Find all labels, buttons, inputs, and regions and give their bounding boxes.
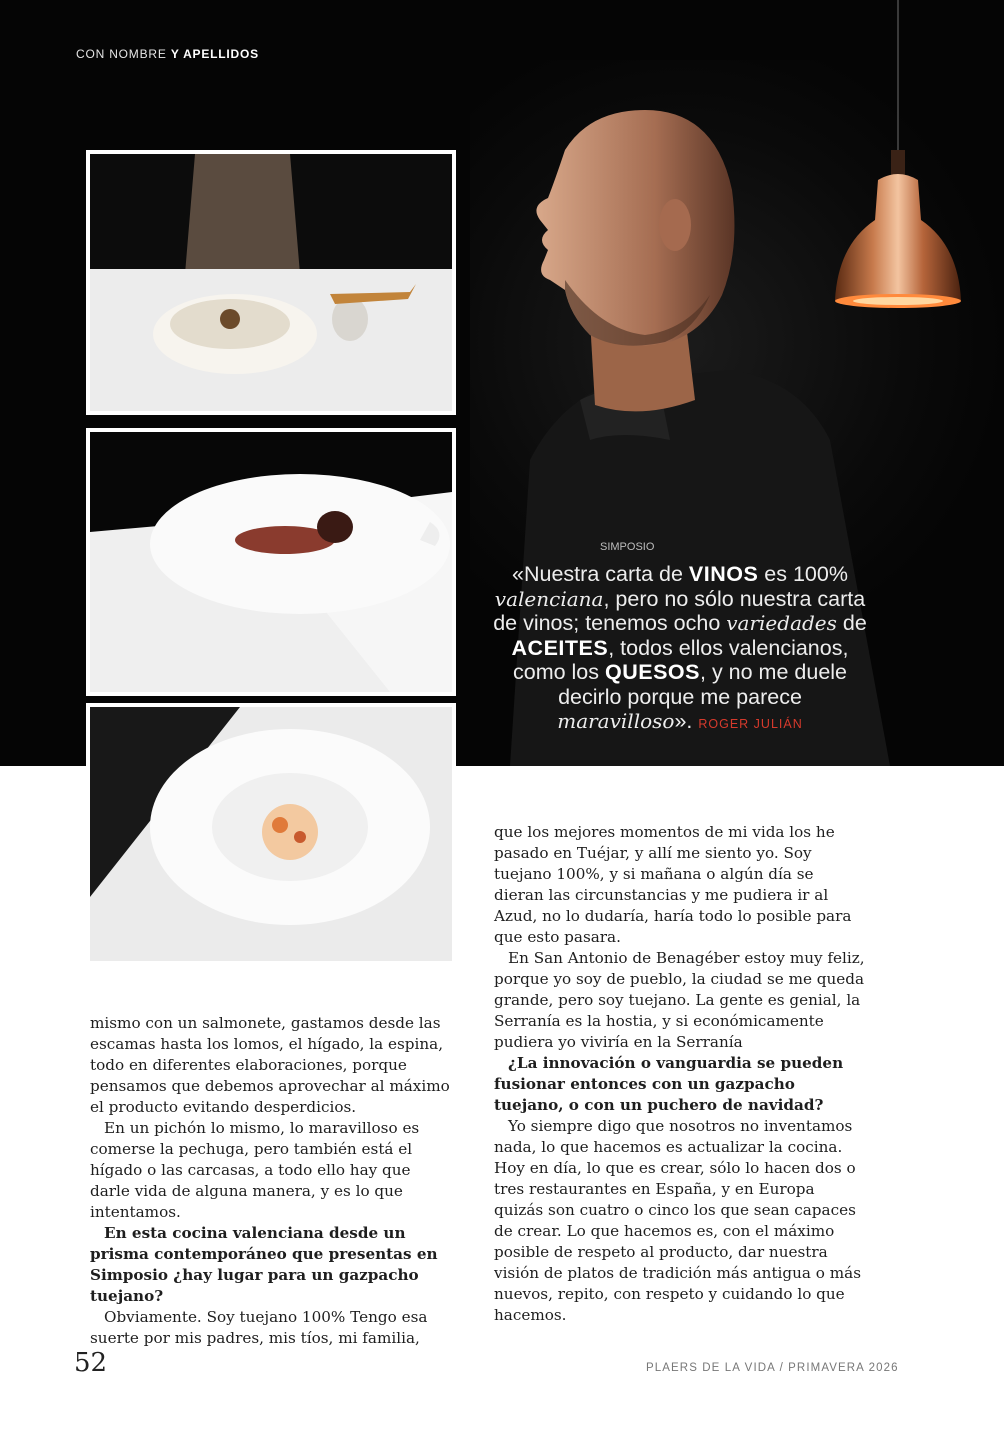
section-label: CON NOMBRE Y APELLIDOS (76, 47, 259, 61)
paragraph: Obviamente. Soy tuejano 100% Tengo esa suerte por mis padres, mis tíos, mi familia, (90, 1308, 428, 1347)
publication-footer: PLAERS DE LA VIDA / PRIMAVERA 2026 (646, 1362, 899, 1374)
paragraph: Yo siempre digo que nosotros no inventamos nada, lo que hacemos es actualizar la cocina. Hoy en día, lo que es crear, sólo lo hacen dos o tres restaurantes en España, y en Europa quizás son cuatro o cinco los que sean capaces de crear. Lo que hacemos es, con el máximo posible de respeto al producto, dar nuestra visión de platos de tradición más antigua o más nuevos, repito, con respeto y cuidando lo que hacemos. (494, 1117, 862, 1324)
dish-photo-3 (86, 703, 456, 965)
pull-quote: «Nuestra carta de VINOS es 100% valenciana, pero no sólo nuestra carta de vinos; tenemos ocho variedades de ACEITES, todos ellos valencianos, como los QUESOS, y no me duele decirlo porque me parece maravilloso». ROGER JULIÁN (493, 562, 867, 733)
paragraph: que los mejores momentos de mi vida los he pasado en Tuéjar, y allí me siento yo. Soy tuejano 100%, y si mañana o algún día se dieran las circunstancias y me pudiera ir al Azud, no lo dudaría, haría todo lo posible para que esto pasara. (494, 823, 852, 946)
interview-question: En esta cocina valenciana desde un prisma contemporáneo que presentas en Simposio ¿hay lugar para un gazpacho tuejano? (90, 1224, 438, 1305)
paragraph: En San Antonio de Benagéber estoy muy feliz, porque yo soy de pueblo, la ciudad se me queda grande, pero soy tuejano. La gente es genial, la Serranía es la hostia, y si económicamente pudiera yo viviría en la Serranía (494, 949, 865, 1051)
jacket-embroidery: SIMPOSIO (600, 541, 655, 553)
quote-author: ROGER JULIÁN (698, 717, 803, 731)
left-text-column (90, 1013, 450, 1349)
right-text-column (494, 822, 866, 1326)
dish-photo-1 (86, 150, 456, 415)
page-number: 52 (74, 1348, 108, 1378)
paragraph: mismo con un salmonete, gastamos desde las escamas hasta los lomos, el hígado, la espina, todo en diferentes elaboraciones, porque pensamos que debemos aprovechar al máximo el producto evitando desperdicios. (90, 1014, 450, 1116)
dish-photo-2 (86, 428, 456, 696)
paragraph: En un pichón lo mismo, lo maravilloso es comerse la pechuga, pero también está el hígado o las carcasas, a todo ello hay que darle vida de alguna manera, y es lo que intentamos. (90, 1119, 420, 1221)
interview-question: ¿La innovación o vanguardia se pueden fusionar entonces con un gazpacho tuejano, o con un puchero de navidad? (494, 1054, 844, 1114)
